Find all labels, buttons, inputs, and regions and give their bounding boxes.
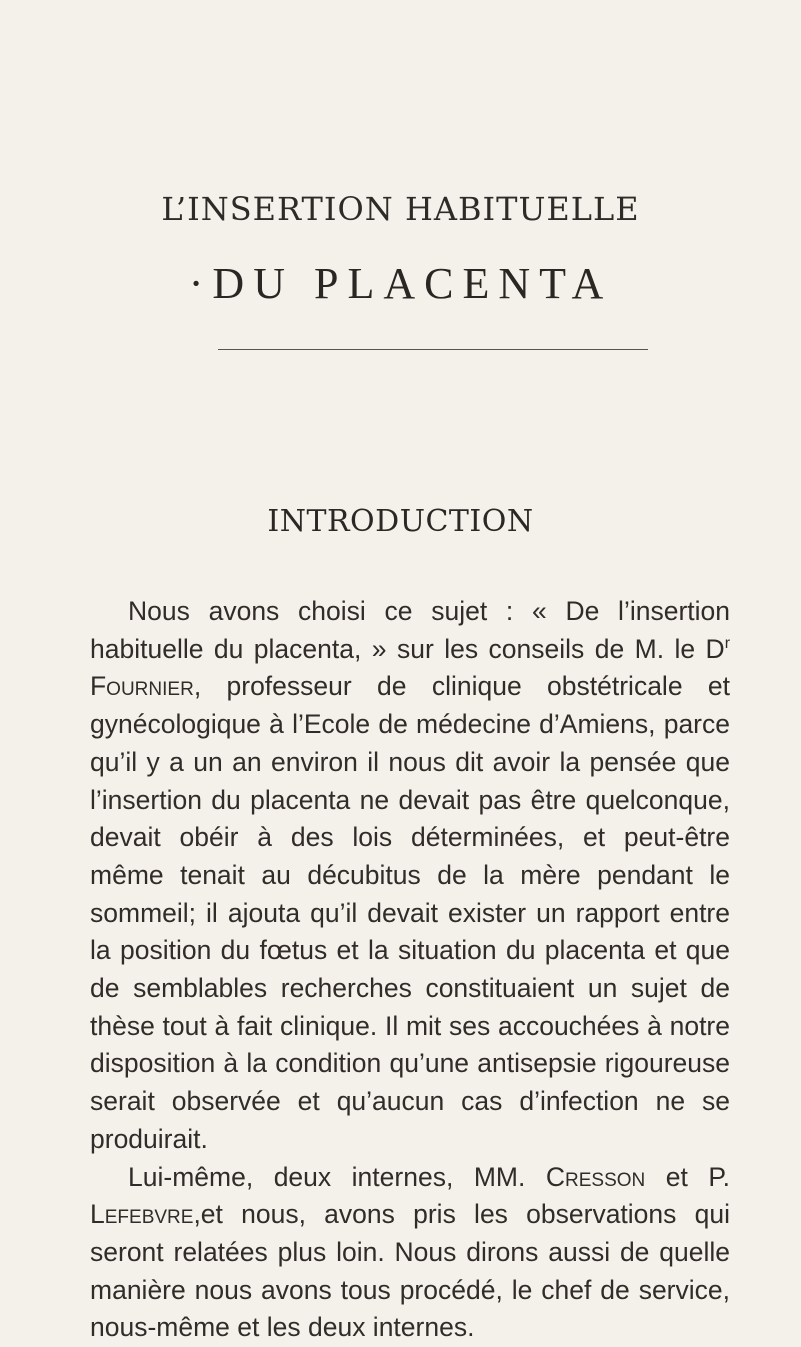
paragraph-2 [90, 1159, 730, 1347]
paragraph-1 [90, 593, 730, 1159]
title-line-2: ·DU PLACENTA [188, 259, 613, 308]
body-text [90, 593, 730, 1347]
title-rule [218, 349, 648, 350]
section-heading: INTRODUCTION [267, 504, 534, 539]
paragraph-2-part-1: Lui-même, deux internes, MM. [128, 1161, 546, 1192]
author-name-fournier: Fournier [90, 671, 194, 702]
dr-superscript: r [724, 634, 730, 652]
paragraph-2-part-2: et P. [645, 1161, 730, 1192]
title-line-1: L’INSERTION HABITUELLE [161, 190, 640, 228]
paragraph-1-part-2: , professeur de clinique obstétricale et gynécologique à l’Ecole de médecine d’Amiens, parce qu’il y a un an environ il nous dit avoir la pensée que l’insertion du placenta ne devait pas être quelconque, devait obéir à des lois déterminées, et peut-être même tenait au décubitus de la mère pendant le sommeil; il ajouta qu’il devait exister un rapport entre la position du fœtus et la situation du placenta et que de semblables recherches constituaient un sujet de thèse tout à fait clinique. Il mit ses accouchées à notre disposition à la condition qu’une antisepsie rigoureuse serait observée et qu’aucun cas d’infection ne se produirait. [90, 671, 730, 1154]
paragraph-2-part-3: ,et nous, avons pris les observations qui seront relatées plus loin. Nous dirons aussi de quelle manière nous avons tous procédé, le chef de service, nous-même et les deux internes. [90, 1199, 730, 1343]
intern-name-lefebvre: Lefebvre [90, 1199, 194, 1230]
intern-name-cresson: Cresson [545, 1161, 646, 1192]
paragraph-1-part-1: Nous avons choisi ce sujet : « De l’insertion habituelle du placenta, » sur les conseils de M. le D [90, 596, 730, 664]
